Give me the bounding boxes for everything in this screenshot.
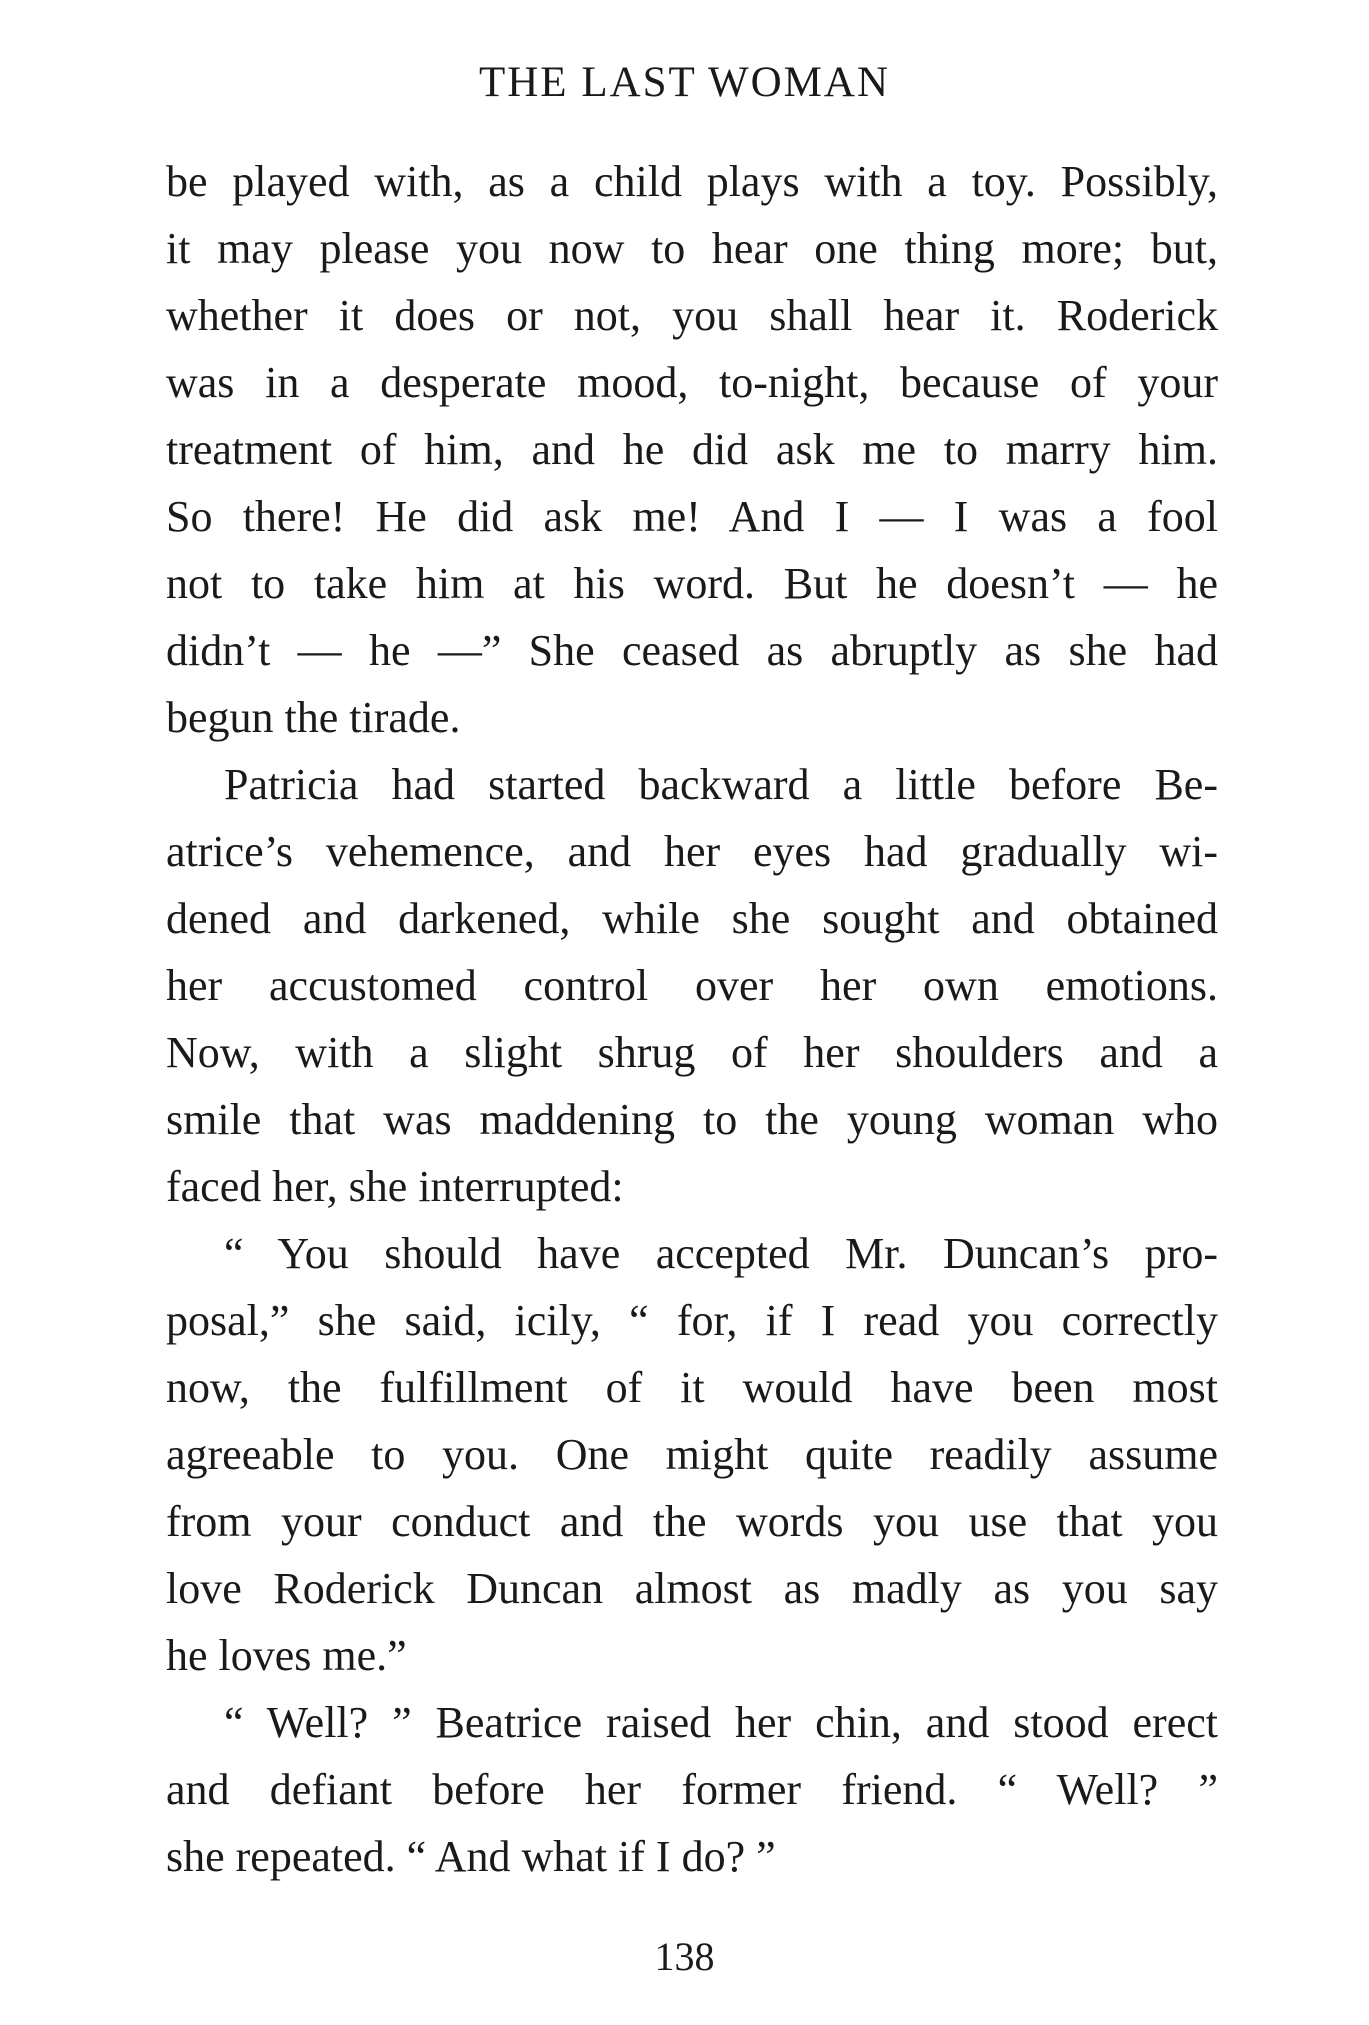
page-number: 138 xyxy=(654,1934,715,1979)
text-line: faced her, she interrupted: xyxy=(166,1162,624,1211)
text-line: begun the tirade. xyxy=(166,693,461,742)
text-line: Patricia had started backward a little before Be- xyxy=(224,760,1218,809)
text-line: “ You should have accepted Mr. Duncan’s pro- xyxy=(224,1229,1218,1278)
text-line: agreeable to you. One might quite readily assume xyxy=(166,1430,1218,1479)
text-line: now, the fulfillment of it would have been most xyxy=(166,1363,1218,1412)
text-line: “ Well? ” Beatrice raised her chin, and stood erect xyxy=(224,1698,1218,1747)
text-line: was in a desperate mood, to-night, because of your xyxy=(166,358,1218,407)
text-line: she repeated. “ And what if I do? ” xyxy=(166,1832,776,1881)
body-text xyxy=(166,148,1218,1890)
text-line: love Roderick Duncan almost as madly as you say xyxy=(166,1564,1218,1613)
text-line: treatment of him, and he did ask me to marry him. xyxy=(166,425,1218,474)
text-line: her accustomed control over her own emotions. xyxy=(166,961,1218,1010)
text-line: atrice’s vehemence, and her eyes had gradually wi- xyxy=(166,827,1218,876)
text-line: Now, with a slight shrug of her shoulders and a xyxy=(166,1028,1218,1077)
text-line: from your conduct and the words you use that you xyxy=(166,1497,1218,1546)
text-line: he loves me.” xyxy=(166,1631,407,1680)
text-line: dened and darkened, while she sought and obtained xyxy=(166,894,1218,943)
text-line: it may please you now to hear one thing more; but, xyxy=(166,224,1218,273)
text-line: didn’t — he —” She ceased as abruptly as she had xyxy=(166,626,1218,675)
text-line: So there! He did ask me! And I — I was a fool xyxy=(166,492,1218,541)
text-line: and defiant before her former friend. “ Well? ” xyxy=(166,1765,1218,1814)
text-line: be played with, as a child plays with a toy. Possibly, xyxy=(166,157,1218,206)
text-line: posal,” she said, icily, “ for, if I read you correctly xyxy=(166,1296,1218,1345)
text-line: smile that was maddening to the young woman who xyxy=(166,1095,1218,1144)
text-line: whether it does or not, you shall hear it. Roderick xyxy=(166,291,1218,340)
text-line: not to take him at his word. But he doesn’t — he xyxy=(166,559,1218,608)
running-head: THE LAST WOMAN xyxy=(478,59,890,106)
